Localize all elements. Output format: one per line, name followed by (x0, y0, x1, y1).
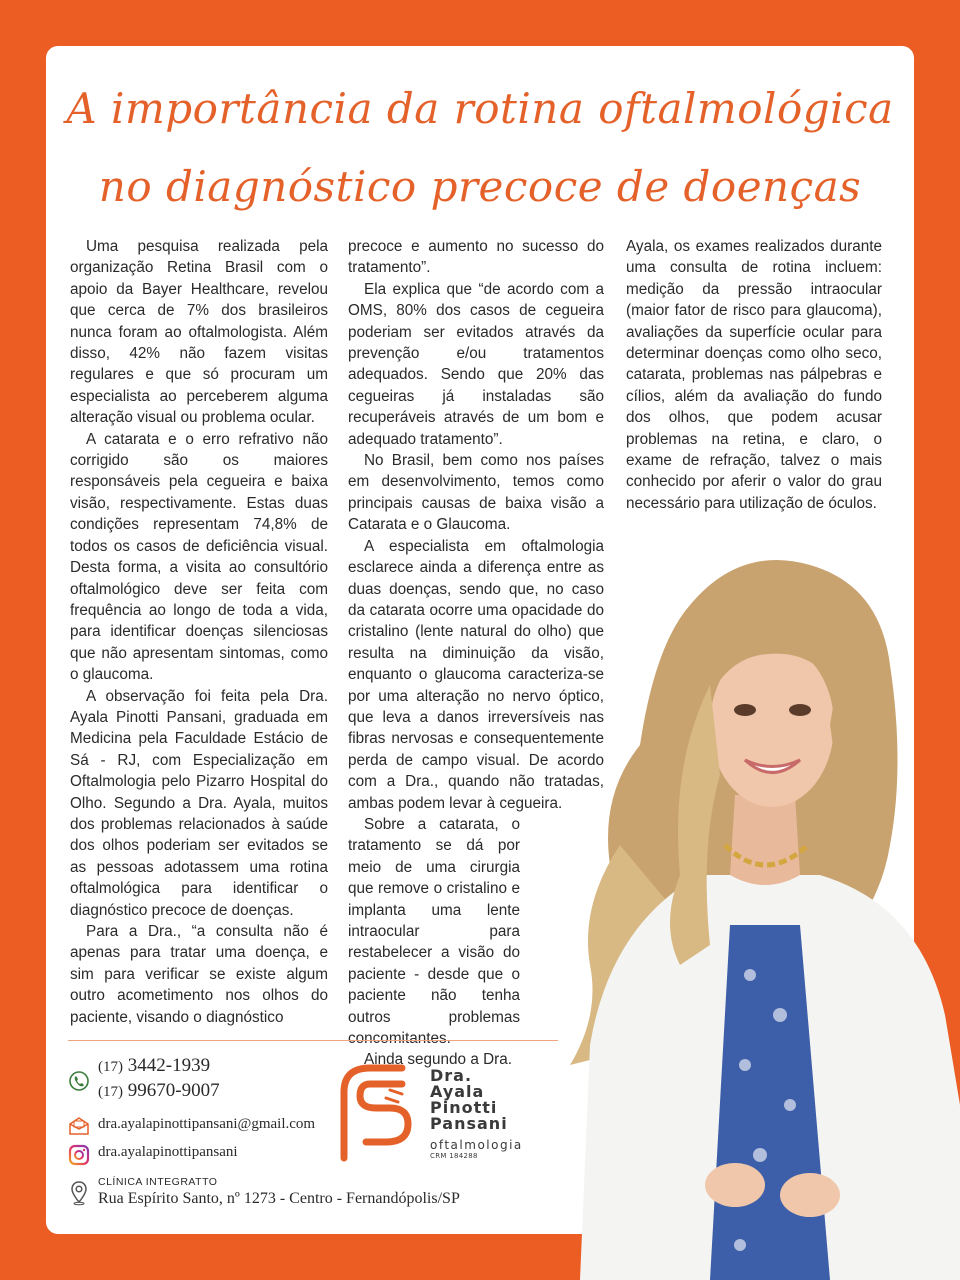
phone-numbers (98, 1054, 220, 1104)
headline-line-2: no diagnóstico precoce de doenças (98, 162, 862, 211)
phone-ddd: (17) (98, 1084, 123, 1100)
headline-line-1: A importância da rotina oftalmológica (66, 84, 894, 133)
email-address[interactable]: dra.ayalapinottipansani@gmail.com (98, 1116, 316, 1132)
logo-line: Pinotti (430, 1098, 498, 1117)
instagram-handle[interactable]: dra.ayalapinottipansani (98, 1144, 238, 1160)
article-column-1 (70, 236, 328, 1028)
paragraph: Ayala, os exames realizados durante uma consulta de rotina incluem: medição da pressão intraocular (maior fator de risco para glaucoma), avaliações da superfície ocular para determinar doenças como olho seco, catarata, problemas nas pálpebras e cílios, além da avaliação do fundo dos olhos, que podem acusar problemas na retina, e claro, o exame de refração, talvez o mais conhecido por aferir o valor do grau necessário para utilização de óculos. (626, 238, 882, 512)
logo-line: Dra. (430, 1066, 473, 1085)
phone-2[interactable]: 99670-9007 (127, 1080, 220, 1101)
logo-line: Pansani (430, 1114, 508, 1133)
paragraph: Para a Dra., “a consulta não é apenas para tratar uma doença, e sim para verificar se existe algum outro acometimento nos olhos do paciente, visando o diagnóstico (70, 923, 328, 1026)
clinic-logo-mark (336, 1062, 426, 1162)
clinic-name: CLÍNICA INTEGRATTO (98, 1176, 218, 1188)
logo-line: Ayala (430, 1082, 485, 1101)
phone-icon (68, 1070, 90, 1092)
footer-divider (68, 1040, 558, 1041)
paragraph: Sobre a catarata, o tratamento se dá por meio de uma cirurgia que remove o cristalino e implanta uma lente intraocular para restabelecer a visão do paciente - desde que o paciente não tenha outros problemas concomitantes. (348, 815, 520, 1048)
paragraph: A observação foi feita pela Dra. Ayala Pinotti Pansani, graduada em Medicina pela Faculdade Estácio de Sá - RJ, com Especialização em Oftalmologia pelo Pizarro Hospital do Olho. Segundo a Dra. Ayala, muitos dos problemas relacionados à saúde dos olhos poderiam ser evitados se as pessoas adotassem uma rotina oftalmológica para identificar o diagnóstico precoce de doenças. (70, 687, 328, 919)
location-icon (70, 1180, 88, 1206)
phone-ddd: (17) (98, 1059, 123, 1075)
paragraph: Ainda segundo a Dra. (364, 1051, 512, 1069)
article-column-3 (626, 236, 882, 514)
clinic-logo-text (430, 1068, 523, 1160)
paragraph: precoce e aumento no sucesso do tratamento”. (348, 238, 604, 277)
paragraph: A catarata e o erro refrativo não corrigido são os maiores responsáveis pela cegueira e baixa visão, respectivamente. Estas duas condições representam 74,8% de todos os casos de deficiência visual. Desta forma, a visita ao consultório oftalmológico deve ser feita com frequência ao longo de toda a vida, para identificar doenças silenciosas que não apresentam sintomas, como o glaucoma. (70, 430, 328, 684)
paragraph: Uma pesquisa realizada pela organização Retina Brasil com o apoio da Bayer Healthcare, revelou que cerca de 7% dos brasileiros nunca foram ao oftalmologista. Além disso, 42% não fazem visitas regulares e que só procuram um especialista ao perceberem alguma alteração visual ou problema ocular. (70, 238, 328, 427)
instagram-icon (68, 1144, 90, 1166)
paragraph: No Brasil, bem como nos países em desenvolvimento, temos como principais causas de baixa visão a Catarata e o Glaucoma. (348, 452, 604, 534)
phone-1[interactable]: 3442-1939 (127, 1055, 211, 1076)
logo-specialty: oftalmologia (430, 1138, 523, 1152)
paragraph: Ela explica que “de acordo com a OMS, 80% dos casos de cegueira poderiam ser evitados através da prevenção e/ou tratamentos adequados. Sendo que 20% das cegueiras já instaladas são recuperáveis através de um bom e adequado tratamento”. (348, 280, 604, 448)
clinic-address (98, 1176, 460, 1208)
doctor-portrait (560, 545, 960, 1280)
paragraph: A especialista em oftalmologia esclarece ainda a diferença entre as duas doenças, sendo que, no caso da catarata ocorre uma opacidade do cristalino (lente natural do olho) que resulta na diminuição da visão, enquanto o glaucoma caracteriza-se por uma alteração no nervo óptico, que leva a danos irreversíveis nas fibras nervosas e consequentemente perda de campo visual. De acordo com a Dra., quando não tratadas, ambas podem levar à cegueira. (348, 537, 604, 812)
email-icon (68, 1116, 90, 1136)
street-address: Rua Espírito Santo, nº 1273 - Centro - Fernandópolis/SP (98, 1190, 460, 1207)
logo-crm: CRM 184288 (430, 1152, 478, 1160)
